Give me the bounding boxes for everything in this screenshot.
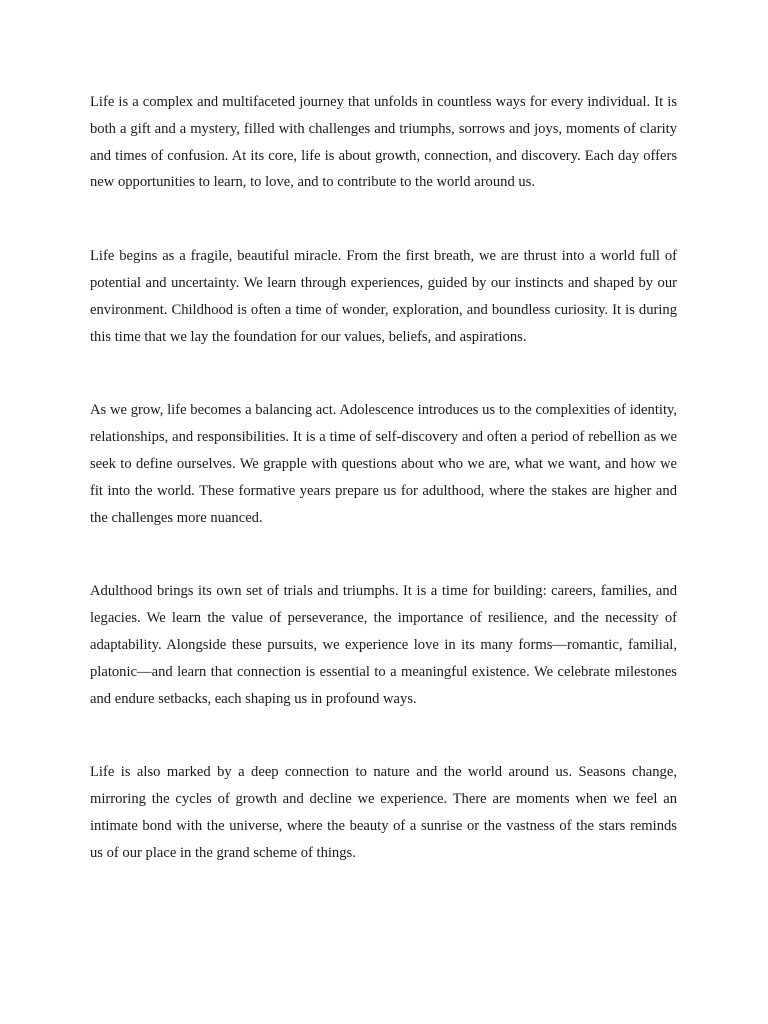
paragraph-4: Adulthood brings its own set of trials and triumphs. It is a time for building: careers, families, and legacies. We learn the value of perseverance, the importance of resilience, and the necessity of adaptability. Alongside these pursuits, we experience love in its many forms—romantic, familial, platonic—and learn that connection is essential to a meaningful existence. We celebrate milestones and endure setbacks, each shaping us in profound ways. xyxy=(90,583,677,707)
paragraph-1: Life is a complex and multifaceted journey that unfolds in countless ways for every individual. It is both a gift and a mystery, filled with challenges and triumphs, sorrows and joys, moments of clarity and times of confusion. At its core, life is about growth, connection, and discovery. Each day offers new opportunities to learn, to love, and to contribute to the world around us. xyxy=(90,94,677,191)
paragraph-3: As we grow, life becomes a balancing act. Adolescence introduces us to the complexities of identity, relationships, and responsibilities. It is a time of self-discovery and often a period of rebellion as we seek to define ourselves. We grapple with questions about who we are, what we want, and how we fit into the world. These formative years prepare us for adulthood, where the stakes are higher and the challenges more nuanced. xyxy=(90,402,677,526)
paragraph-5: Life is also marked by a deep connection to nature and the world around us. Seasons change, mirroring the cycles of growth and decline we experience. There are moments when we feel an intimate bond with the universe, where the beauty of a sunrise or the vastness of the stars reminds us of our place in the grand scheme of things. xyxy=(90,764,677,861)
document-page xyxy=(90,89,677,867)
paragraph-2: Life begins as a fragile, beautiful miracle. From the first breath, we are thrust into a world full of potential and uncertainty. We learn through experiences, guided by our instincts and shaped by our environment. Childhood is often a time of wonder, exploration, and boundless curiosity. It is during this time that we lay the foundation for our values, beliefs, and aspirations. xyxy=(90,248,677,345)
